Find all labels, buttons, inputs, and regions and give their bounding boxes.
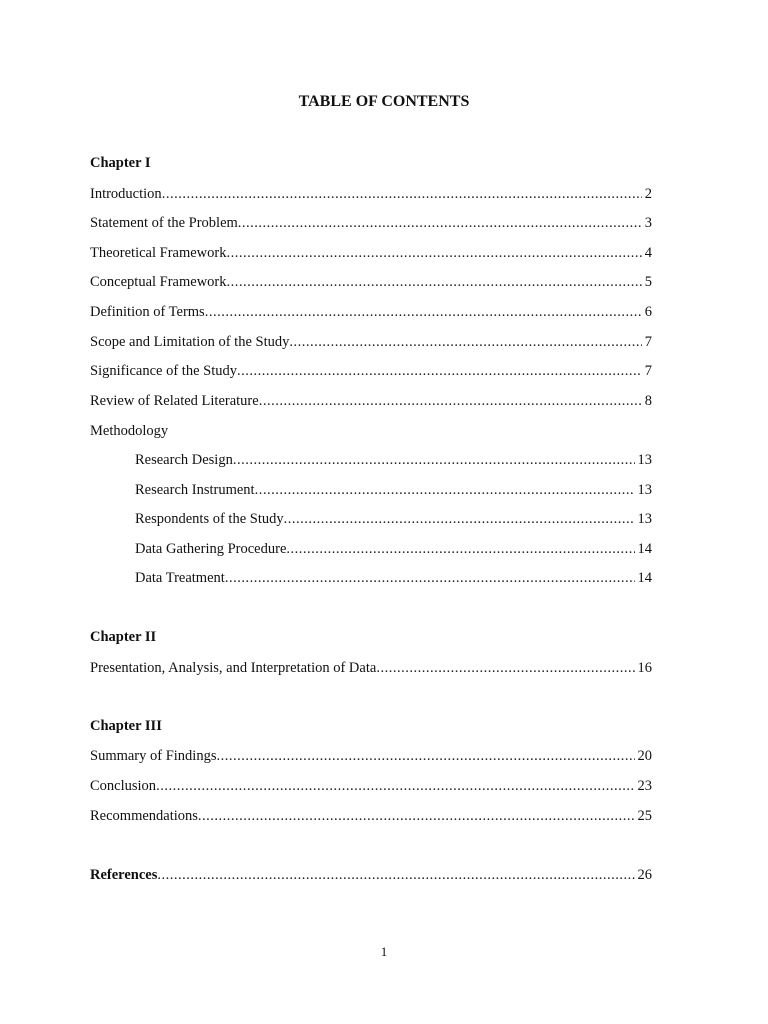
toc-entry-label: Data Treatment	[135, 570, 225, 586]
chapter-heading-3: Chapter III	[90, 718, 162, 734]
chapter-heading-2: Chapter II	[90, 629, 157, 645]
toc-subentry	[135, 539, 652, 559]
toc-entry-label: Theoretical Framework	[90, 245, 227, 261]
dot-leader	[376, 658, 634, 678]
toc-entry	[90, 806, 652, 826]
toc-entry-label: Respondents of the Study	[135, 511, 284, 527]
toc-page-number: 13	[637, 511, 652, 527]
toc-page-number: 23	[637, 778, 652, 794]
toc-entry	[90, 391, 652, 411]
toc-page-number: 26	[637, 867, 652, 883]
toc-page-number: 14	[637, 541, 652, 557]
toc-entry-label: Scope and Limitation of the Study	[90, 334, 290, 350]
toc-page-number: 4	[644, 245, 652, 261]
dot-leader	[157, 865, 634, 885]
toc-page-number: 13	[637, 482, 652, 498]
toc-entry	[90, 272, 652, 292]
toc-entry-label: Introduction	[90, 186, 162, 202]
toc-page-number: 8	[644, 393, 652, 409]
toc-entry-references	[90, 865, 652, 885]
toc-entry	[90, 332, 652, 352]
toc-entry-label: Research Instrument	[135, 482, 255, 498]
toc-page-number: 6	[644, 304, 652, 320]
dot-leader	[227, 272, 642, 292]
toc-page-number: 5	[644, 274, 652, 290]
dot-leader	[284, 509, 635, 529]
toc-entry	[90, 302, 652, 322]
toc-page-number: 7	[644, 363, 652, 379]
page-number: 1	[380, 944, 388, 959]
toc-page-number: 13	[637, 452, 652, 468]
dot-leader	[237, 361, 642, 381]
toc-subentry	[135, 568, 652, 588]
toc-entry-label: Research Design	[135, 452, 233, 468]
toc-entry	[90, 361, 652, 381]
dot-leader	[198, 806, 635, 826]
toc-page-number: 16	[637, 660, 652, 676]
dot-leader	[156, 776, 634, 796]
page-title: TABLE OF CONTENTS	[298, 93, 470, 110]
toc-entry-label: Data Gathering Procedure	[135, 541, 287, 557]
toc-entry	[90, 184, 652, 204]
toc-entry-label: References	[90, 867, 158, 883]
dot-leader	[226, 243, 641, 263]
toc-entry-label: Methodology	[90, 423, 169, 439]
toc-entry	[90, 213, 652, 233]
toc-entry-label: Conceptual Framework	[90, 274, 227, 290]
toc-entry-label: Conclusion	[90, 778, 157, 794]
toc-subentry	[135, 480, 652, 500]
dot-leader	[238, 213, 642, 233]
dot-leader	[225, 568, 635, 588]
toc-entry-label: Definition of Terms	[90, 304, 205, 320]
dot-leader	[259, 391, 642, 411]
toc-page-number: 20	[637, 748, 652, 764]
toc-entry	[90, 776, 652, 796]
toc-entry-label: Presentation, Analysis, and Interpretation of Data	[90, 660, 377, 676]
toc-section-methodology	[90, 421, 168, 441]
toc-page-number: 2	[644, 186, 652, 202]
chapter-heading-1: Chapter I	[90, 155, 151, 171]
toc-page-number: 3	[644, 215, 652, 231]
dot-leader	[205, 302, 642, 322]
toc-page-number: 14	[637, 570, 652, 586]
toc-entry	[90, 243, 652, 263]
dot-leader	[255, 480, 635, 500]
toc-subentry	[135, 450, 652, 470]
toc-entry-label: Review of Related Literature	[90, 393, 259, 409]
toc-entry-label: Significance of the Study	[90, 363, 237, 379]
dot-leader	[233, 450, 635, 470]
toc-entry	[90, 746, 652, 766]
toc-page-number: 7	[644, 334, 652, 350]
toc-entry-label: Recommendations	[90, 808, 198, 824]
toc-page-number: 25	[637, 808, 652, 824]
dot-leader	[162, 184, 642, 204]
dot-leader	[289, 332, 641, 352]
toc-entry-label: Summary of Findings	[90, 748, 217, 764]
toc-subentry	[135, 509, 652, 529]
dot-leader	[286, 539, 634, 559]
dot-leader	[216, 746, 634, 766]
toc-entry	[90, 658, 652, 678]
toc-entry-label: Statement of the Problem	[90, 215, 238, 231]
